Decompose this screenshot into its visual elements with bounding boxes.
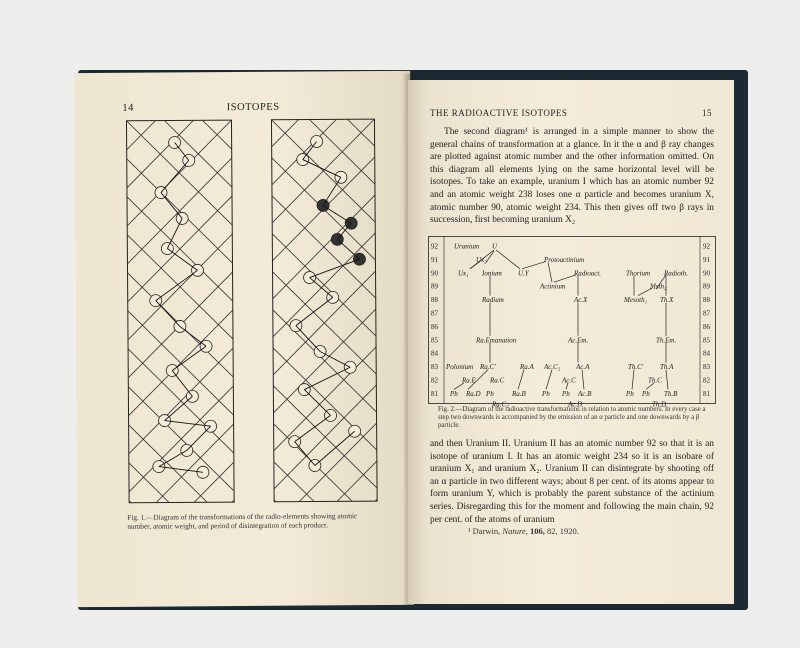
fig2-label-aca: Ac.A — [576, 363, 590, 372]
fig1-element-circle — [344, 361, 356, 373]
figure-2-diagram — [428, 236, 716, 409]
fig1-grid-line — [271, 5, 375, 109]
fig2-label-thc: Th.C — [648, 376, 662, 385]
fig1-grid-line — [125, 0, 231, 74]
running-head-right: THE RADIOACTIVE ISOTOPES — [430, 108, 568, 118]
fig1-arrow — [296, 297, 333, 325]
fig2-axis-tick-label: 83 — [431, 363, 438, 372]
fig1-grid-line — [126, 6, 232, 112]
fig2-axis-tick-label: 90 — [703, 269, 710, 278]
fig1-arrow — [323, 177, 341, 205]
fig1-arrow — [172, 370, 192, 396]
fig2-label-rad: Ra.D — [466, 389, 481, 398]
fig2-transformation-line — [632, 370, 634, 390]
fig2-label-acc2: Ac.C₂ — [544, 363, 561, 372]
fig2-axis-tick-label: 84 — [431, 349, 438, 358]
fig2-label-actinium: Actinium — [540, 282, 566, 291]
fig2-label-mesoth1: Mesoth₁ — [624, 296, 648, 305]
fig1-element-circles — [149, 135, 367, 478]
fig2-label-raa: Ra.A — [520, 363, 534, 372]
fig1-arrow — [337, 239, 359, 259]
fig1-right-panel — [271, 119, 377, 502]
fig1-grid-line — [270, 0, 374, 33]
fig2-axis-tick-label: 87 — [703, 309, 710, 318]
fig2-label-pb: Pb — [626, 389, 634, 398]
fig2-label-u1: U — [492, 242, 498, 251]
fig2-transformation-line — [666, 370, 668, 390]
right-page — [408, 80, 734, 604]
fig1-diagonal-grid — [125, 0, 379, 648]
fig2-axis-tick-label: 89 — [431, 282, 438, 291]
figure-1-diagram — [126, 119, 377, 507]
fig1-grid-line — [274, 537, 378, 641]
fig2-transformation-line — [518, 370, 524, 390]
fig1-grid-line — [129, 538, 235, 644]
fig2-transformation-line — [582, 370, 584, 390]
fig2-transformation-line — [496, 250, 520, 269]
fig1-grid-line — [126, 6, 232, 112]
fig1-element-circle — [169, 136, 181, 148]
fig2-transformation-line — [522, 261, 546, 268]
fig2-label-thorium: Thorium — [626, 269, 651, 278]
footnote-rest: 82, 1920. — [544, 526, 579, 536]
fig1-grid-line — [274, 537, 378, 641]
fig2-axis-tick-label: 83 — [703, 363, 710, 372]
fig1-arrow — [161, 160, 189, 192]
fig1-arrow — [323, 205, 351, 223]
fig2-label-acem: Ac.Em. — [568, 336, 589, 345]
page-number-left: 14 — [122, 102, 134, 114]
fig2-element-labels — [445, 243, 688, 409]
figure-2-caption: Fig. 2.—Diagram of the radioactive transformations in relation to atomic numbers. In every case a step two downwards is accompanied by the emission of an α particle and one downwards by a β particle. — [438, 406, 706, 429]
fig1-arrow — [180, 326, 206, 346]
footnote-volume: 106, — [527, 526, 545, 536]
fig1-arrows — [155, 141, 361, 472]
fig2-label-msth2: Msth₂ — [650, 282, 667, 291]
fig2-label-pb: Pb — [642, 389, 650, 398]
fig2-label-pb: Pb — [450, 389, 458, 398]
fig1-arrow — [175, 142, 189, 160]
fig2-label-thd: Th.D — [652, 400, 667, 409]
running-head-left: ISOTOPES — [226, 101, 280, 114]
fig1-grid-line — [270, 0, 374, 71]
left-page — [74, 71, 414, 607]
fig2-axis-tick-label: 91 — [703, 255, 710, 264]
footnote — [468, 526, 698, 536]
fig1-grid-line — [125, 0, 231, 36]
fig2-label-radioth: Radioth. — [664, 269, 688, 278]
fig1-arrow — [303, 159, 341, 177]
fig2-axis-tick-label: 88 — [703, 296, 710, 305]
footnote-journal: Nature, — [502, 526, 528, 536]
fig1-grid-line — [130, 614, 236, 648]
paragraph-2: and then Uranium II. Uranium II has an atomic number 92 so that it is an isotope of uranium I. It has an atomic weight 234 so it is an isobare of uranium X₁ and uranium X₂. Uranium II can disintegrate by shooting off an α particle in two different ways; about 8 per cent. of its atoms appear to form uranium Y, which is probably the parent substance of the actinium series. Disregarding this for the moment and following the main chain, 92 per cent. of the atoms of uranium — [430, 439, 714, 525]
fig1-arrow — [172, 346, 206, 370]
fig1-arrow — [295, 442, 315, 466]
fig2-label-radium: Radium — [482, 296, 504, 305]
fig1-arrow — [304, 367, 350, 389]
fig1-arrow — [295, 415, 331, 441]
fig1-arrow — [156, 300, 180, 326]
fig1-arrow — [320, 351, 350, 367]
fig1-grid-line — [125, 0, 231, 36]
fig1-arrow — [304, 389, 330, 415]
fig2-label-rae: Ra.E — [462, 376, 476, 385]
fig2-axis-tick-label: 86 — [703, 322, 710, 331]
fig1-grid-line — [270, 0, 374, 71]
fig1-grid-line — [130, 576, 236, 648]
fig2-axis-tick-label: 84 — [703, 349, 710, 358]
fig2-axis-tick-label: 82 — [703, 376, 710, 385]
fig2-label-protoactinium: Protoactinium — [544, 255, 585, 264]
fig2-transformation-line — [548, 262, 552, 282]
fig1-arrow — [310, 277, 333, 297]
fig2-axis-tick-label: 92 — [703, 242, 710, 251]
fig2-axis-tick-label: 88 — [431, 296, 438, 305]
fig2-axis-tick-label: 90 — [431, 269, 438, 278]
fig2-atomic-number-axis — [431, 243, 711, 398]
fig2-label-pb: Pb — [486, 389, 494, 398]
figure-1-caption: Fig. 1.—Diagram of the transformations of the radio-elements showing atomic number, atomic weight, and period of disintegration of each product. — [127, 511, 358, 531]
fig2-label-thx: Th.X — [660, 296, 674, 305]
fig1-arrow — [161, 192, 182, 218]
fig2-label-raem: Ra.Emanation — [476, 336, 517, 345]
fig2-axis-tick-label: 86 — [431, 322, 438, 331]
fig1-grid-line — [129, 538, 235, 644]
fig2-axis-tick-label: 82 — [431, 376, 438, 385]
page-number-right: 15 — [702, 108, 712, 118]
fig2-axis-tick-label: 85 — [431, 336, 438, 345]
fig2-label-rac: Ra.C' — [480, 363, 496, 372]
fig1-grid-line — [275, 575, 379, 648]
fig2-label-acc: Ac.C — [562, 376, 576, 385]
fig2-axis-tick-label: 89 — [703, 282, 710, 291]
fig1-element-circle — [289, 436, 301, 448]
fig2-transformation-line — [546, 370, 552, 390]
fig1-element-circle — [153, 461, 165, 473]
footnote-prefix: ¹ Darwin, — [468, 526, 503, 536]
figure-2-svg — [428, 236, 716, 409]
fig2-label-polonium: Polonium — [446, 363, 474, 372]
fig2-axis-tick-label: 81 — [703, 389, 710, 398]
fig2-label-them: Th.Em. — [656, 336, 677, 345]
fig1-grid-line — [130, 614, 236, 648]
fig2-label-uranium: Uranium — [454, 242, 480, 251]
left-page-header — [122, 101, 372, 114]
fig2-axis-tick-label: 85 — [703, 336, 710, 345]
fig2-label-thb: Th.B — [664, 389, 678, 398]
fig1-grid-line — [130, 576, 236, 648]
fig2-label-acb: Ac.B — [578, 389, 592, 398]
fig2-axis-tick-label: 91 — [431, 255, 438, 264]
fig2-label-thc2: Th.C' — [628, 363, 644, 372]
fig2-label-ux1: Ux₁ — [458, 269, 469, 278]
fig2-label-ionium: Ionium — [482, 269, 502, 278]
fig1-arrow — [159, 466, 203, 472]
figure-1-svg — [126, 119, 377, 507]
fig1-grid-line — [275, 613, 379, 648]
fig2-label-rac2: Ra.C₂ — [492, 400, 509, 409]
fig2-label-rab: Ra.B — [512, 389, 526, 398]
fig2-label-pb: Pb — [562, 389, 570, 398]
fig1-grid-line — [125, 0, 231, 74]
fig1-arrow — [156, 270, 198, 300]
fig2-label-rac_b: Ra.C — [490, 376, 505, 385]
paragraph-1: The second diagram¹ is arranged in a simple manner to show the general chains of transformation at a glance. In it the α and β ray changes are plotted against atomic number and the other information omitted. On this diagram all elements lying on the same horizontal level will be isotopes. To take an example, uranium I which has an atomic number 92 and an atomic weight 238 loses one α particle and becomes uranium X, atomic number 90, atomic weight 234. This then gives off two β rays in succession, first becoming uranium X₂ — [430, 127, 714, 226]
fig2-label-ux2: Ux₂ — [476, 255, 487, 264]
fig2-label-pb: Pb — [542, 389, 550, 398]
fig1-left-panel — [126, 120, 234, 503]
fig1-grid-line — [270, 0, 374, 33]
fig2-axis-tick-label: 81 — [431, 389, 438, 398]
fig1-grid-line — [275, 613, 379, 648]
fig2-transformation-line — [554, 275, 576, 282]
fig2-label-uy: U.Y — [518, 269, 529, 278]
fig2-label-acd: Ac.D — [568, 400, 583, 409]
fig2-label-radioact: Radioact. — [574, 269, 602, 278]
fig2-label-tha: Th.A — [660, 363, 674, 372]
fig1-grid-line — [275, 575, 379, 648]
fig2-axis-tick-label: 92 — [431, 242, 438, 251]
fig1-arrow — [303, 141, 317, 159]
fig2-label-acx: Ac.X — [574, 296, 588, 305]
right-page-header — [430, 108, 712, 118]
fig1-grid-line — [271, 5, 375, 109]
fig2-axis-tick-label: 87 — [431, 309, 438, 318]
